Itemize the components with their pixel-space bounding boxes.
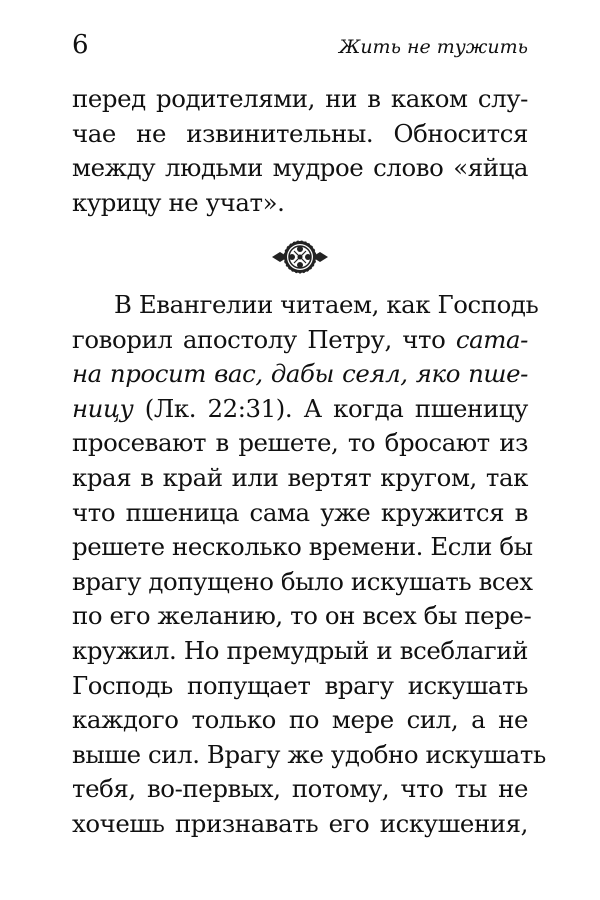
text-plain: (Лк. 22:31). А когда пшеницу: [133, 393, 528, 423]
text-line: что пшеница сама уже кружится в: [72, 497, 528, 527]
text-line: [72, 323, 528, 358]
text-line: тебя, во-первых, потому, что ты не: [72, 774, 528, 804]
ornament-divider-icon: [270, 238, 330, 276]
text-line: В Евангелии читаем, как Господь: [114, 290, 539, 319]
scripture-quote: на просит вас, дабы сеял, яко пше-: [72, 359, 528, 389]
text-line: [72, 392, 528, 427]
paragraph-2: [72, 288, 546, 842]
text-line: между людьми мудрое слово «яйца: [72, 153, 528, 183]
text-line: просевают в решете, то бросают из: [72, 428, 528, 458]
running-title: Жить не тужить: [338, 36, 528, 58]
text-line: курицу не учат».: [72, 187, 285, 217]
text-line: врагу допущено было искушать всех: [72, 566, 533, 596]
page-header: [72, 30, 528, 66]
page-number: 6: [72, 30, 89, 60]
text-line: хочешь признавать его искушения,: [72, 808, 528, 838]
text-line: каждого только по мере сил, а не: [72, 705, 528, 735]
text-line: [72, 357, 528, 392]
text-line: кружил. Но премудрый и всеблагий: [72, 635, 528, 665]
text-line: Господь попущает врагу искушать: [72, 670, 528, 700]
text-line: выше сил. Врагу же удобно искушать: [72, 739, 546, 769]
text-line: края в край или вертят кругом, так: [72, 462, 528, 492]
text-line: чае не извинительны. Обносится: [72, 118, 528, 148]
scripture-quote: ницу: [72, 393, 134, 423]
scripture-quote: сата-: [455, 324, 528, 354]
text-plain: говорил апостолу Петру, что: [72, 324, 456, 354]
text-line: решете несколько времени. Если бы: [72, 532, 533, 562]
text-line: по его желанию, то он всех бы пере-: [72, 601, 532, 631]
text-line: перед родителями, ни в каком слу-: [72, 84, 528, 113]
paragraph-1: [72, 82, 528, 220]
